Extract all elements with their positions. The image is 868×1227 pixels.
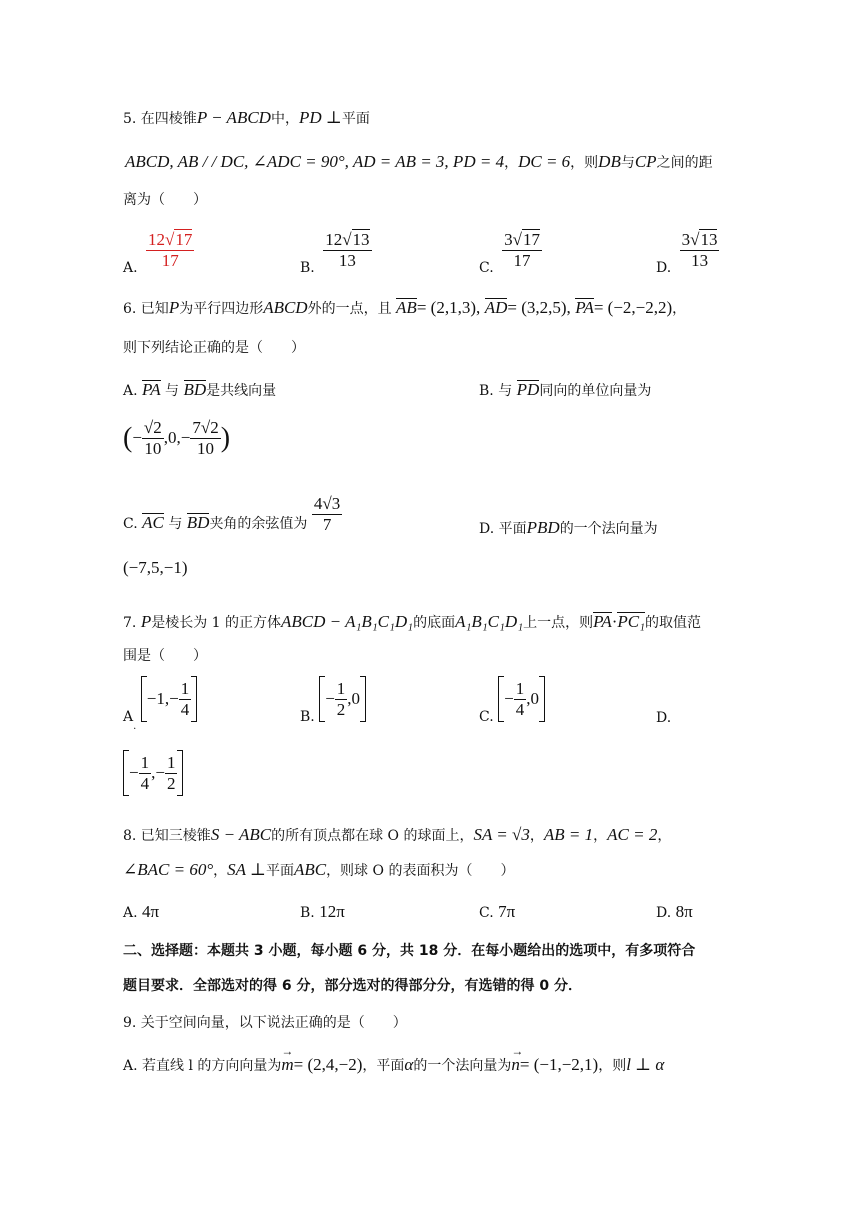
q6-vec-pa: PA xyxy=(575,298,594,317)
q5-cp: CP xyxy=(634,152,657,171)
num: 4√3 xyxy=(313,494,341,513)
q6-option-d[interactable] xyxy=(479,518,658,538)
q9-a-alpha: α xyxy=(404,1055,414,1074)
q6-option-b-vector: (− $\frac{√2}{10}$ ,0,− $\frac{7√2}{10}$ ) xyxy=(123,418,231,458)
q6-mid2: 外的一点，且 xyxy=(307,301,392,317)
q5-option-b[interactable] xyxy=(300,230,372,277)
q5-dc: DC = 6 xyxy=(518,152,571,171)
q7-vec-pc1: PC₁ xyxy=(617,612,646,631)
den: 2 xyxy=(166,773,176,793)
q5-db: DB xyxy=(598,152,621,171)
q6-option-b[interactable] xyxy=(479,380,651,400)
option-label: B. 与 xyxy=(479,383,513,399)
q6-abcd: ABCD xyxy=(263,298,308,317)
option-label: C. xyxy=(479,260,494,277)
left-paren: ( xyxy=(123,422,133,454)
q8-option-c[interactable] xyxy=(479,902,515,922)
q6-a-text: 是共线向量 xyxy=(206,383,277,399)
right-paren: ) xyxy=(220,422,231,454)
q5-plane: 平面 xyxy=(341,111,370,127)
q9-a-conclusion: l ⊥ α xyxy=(626,1055,665,1074)
q8-line2 xyxy=(123,860,514,880)
q7-a-frac xyxy=(179,679,192,719)
section2-line2: 题目要求．全部选对的得 6 分，部分选对的得部分分，有选错的得 0 分． xyxy=(123,978,582,994)
q8-abc: ABC xyxy=(293,860,327,879)
q6-option-d-vector: (−7,5,−1) xyxy=(123,558,188,577)
den: 17 xyxy=(161,250,179,270)
option-value: 12π xyxy=(319,902,345,921)
q6-mid: 为平行四边形 xyxy=(179,301,264,317)
q5-option-d[interactable] xyxy=(656,230,719,277)
den: 7 xyxy=(322,514,332,534)
option-label: C. xyxy=(479,709,494,725)
q7-option-d-label[interactable]: D. xyxy=(656,710,672,726)
q8-intro: 8. 已知三棱锥 xyxy=(123,828,211,844)
q8-c2: ， xyxy=(593,828,608,844)
option-label: B. xyxy=(300,709,315,725)
option-label: A xyxy=(123,709,134,725)
q6-intro: 6. 已知 xyxy=(123,301,169,317)
q9-a-nval: = (−1,−2,1) xyxy=(519,1055,599,1074)
den: 13 xyxy=(338,250,356,270)
q7-c-frac xyxy=(514,679,527,719)
q9-a-text1: A. 若直线 l 的方向向量为 xyxy=(123,1058,282,1074)
num: 1 xyxy=(166,752,176,772)
den: 13 xyxy=(691,250,709,270)
q5-perp: PD ⊥ xyxy=(298,108,342,127)
q7-option-a[interactable] xyxy=(123,676,197,733)
q6-end: ， xyxy=(672,301,687,317)
q5-option-b-fraction: $\frac{12√13}{13}$ xyxy=(325,230,370,270)
right-bracket xyxy=(191,676,197,722)
q8-c4: ， xyxy=(213,863,228,879)
q6-b-frac1 xyxy=(142,418,164,458)
q6-val-ad: = (3,2,5), xyxy=(507,298,571,317)
num: 7√2 xyxy=(192,418,219,437)
q8-sa: SA = √3 xyxy=(473,825,530,844)
q6-b-vec-pd: PD xyxy=(516,380,540,399)
q7-option-c[interactable] xyxy=(479,676,545,726)
q9-a-text4: ，则 xyxy=(598,1058,627,1074)
q8-option-a[interactable] xyxy=(123,902,159,922)
q8-text2: ，则球 O 的表面积为（ ） xyxy=(326,863,515,879)
q5-option-d-fraction: $\frac{3√13}{13}$ xyxy=(681,230,718,270)
den: 10 xyxy=(197,438,215,458)
q7-line2: 围是（ ） xyxy=(123,648,207,664)
num-coef: 12 xyxy=(325,230,343,249)
q6-c-vec-ac: AC xyxy=(142,513,164,532)
option-label: A. xyxy=(123,383,138,399)
q7-cube: ABCD − A₁B₁C₁D₁ xyxy=(281,612,414,631)
q6-c-vec-bd: BD xyxy=(186,513,210,532)
option-label: B. xyxy=(300,905,315,921)
q7-line1 xyxy=(123,612,701,632)
q5-yu: 与 xyxy=(620,155,635,171)
q7-c-left: − xyxy=(504,688,514,708)
q7-dot: · xyxy=(611,612,618,631)
q8-option-d[interactable] xyxy=(656,902,693,922)
q7-b-frac xyxy=(335,679,348,719)
q7-text4: 的取值范 xyxy=(645,615,702,631)
q7-intro: 7. xyxy=(123,615,137,631)
den: 2 xyxy=(336,699,346,719)
q9-a-vec-m: → m xyxy=(281,1044,294,1074)
q7-b-left: − xyxy=(325,688,335,708)
q7-c-right: ,0 xyxy=(526,688,539,708)
q6-p: P xyxy=(168,298,180,317)
q5-comma: ， xyxy=(504,155,519,171)
q9-option-a[interactable] xyxy=(123,1044,665,1075)
right-bracket xyxy=(539,676,545,722)
den: 4 xyxy=(180,699,190,719)
q7-b-right: ,0 xyxy=(347,688,361,708)
num: 1 xyxy=(515,678,525,698)
q8-ac: AC = 2 xyxy=(607,825,658,844)
den: 4 xyxy=(140,773,150,793)
q7-text2: 的底面 xyxy=(413,615,456,631)
q7-a-left: −1,− xyxy=(146,688,179,708)
q8-option-b[interactable] xyxy=(300,902,345,922)
right-bracket xyxy=(360,676,366,722)
q5-line3: 离为（ ） xyxy=(123,192,207,208)
den: 10 xyxy=(144,438,162,458)
q7-option-d[interactable] xyxy=(123,750,183,796)
den: 4 xyxy=(515,699,525,719)
q6-d-text: 的一个法向量为 xyxy=(559,521,658,537)
option-label: C. xyxy=(479,905,494,921)
q6-val-pa: = (−2,−2,2) xyxy=(593,298,673,317)
q9-a-mval: = (2,4,−2) xyxy=(293,1055,363,1074)
num: 1 xyxy=(180,678,190,698)
option-label: B. xyxy=(300,260,315,277)
q7-d-mid: ,− xyxy=(151,762,165,782)
option-label: C. xyxy=(123,516,138,532)
q8-c1: ， xyxy=(529,828,544,844)
num: 1 xyxy=(140,752,150,772)
q6-vec-ad: AD xyxy=(484,298,508,317)
q9-a-text2: ，平面 xyxy=(362,1058,405,1074)
q8-saperp: SA ⊥ xyxy=(227,860,266,879)
q8-ab: AB = 1 xyxy=(543,825,594,844)
q5-then: ，则 xyxy=(570,155,599,171)
q9-a-m: m xyxy=(281,1055,294,1074)
q8-text1: 的所有顶点都在球 O 的球面上， xyxy=(271,828,474,844)
q7-d-frac2 xyxy=(165,753,178,793)
q9-a-n: n xyxy=(511,1055,520,1074)
q6-vec-ab: AB xyxy=(396,298,417,317)
q9-a-text3: 的一个法向量为 xyxy=(413,1058,512,1074)
q5-option-a[interactable] xyxy=(123,230,194,277)
q6-d-plane: PBD xyxy=(526,518,560,537)
q7-p: P xyxy=(140,612,152,631)
q9-intro: 9. 关于空间向量，以下说法正确的是（ ） xyxy=(123,1015,407,1031)
num-coef: 12 xyxy=(148,230,166,249)
q9-a-vec-n: → n xyxy=(511,1044,524,1074)
num-rad: 17 xyxy=(175,230,193,249)
q8-sabc: S − ABC xyxy=(210,825,272,844)
q6-option-a[interactable] xyxy=(123,380,276,400)
den: 17 xyxy=(513,250,531,270)
q5-number: 5. 在四棱锥 xyxy=(123,111,197,127)
q7-d-frac1 xyxy=(139,753,152,793)
q6-a-yu: 与 xyxy=(165,383,180,399)
q5-mid: 中， xyxy=(270,111,299,127)
option-label: A. xyxy=(123,905,138,921)
q6-line1 xyxy=(123,298,686,318)
q8-c3: ， xyxy=(657,828,672,844)
num: √2 xyxy=(143,418,162,437)
q7-text1: 是棱长为 1 的正方体 xyxy=(151,615,282,631)
option-label: D. xyxy=(656,905,672,921)
option-label: A. xyxy=(123,260,138,277)
q6-b-frac2 xyxy=(190,418,220,458)
q6-a-vec-bd: BD xyxy=(183,380,207,399)
q7-face: A₁B₁C₁D₁ xyxy=(455,612,524,631)
num-coef: 3 xyxy=(504,230,513,249)
q7-d-left: − xyxy=(129,762,139,782)
option-label-dot: . xyxy=(133,721,137,732)
q5-line1 xyxy=(123,108,370,128)
right-bracket xyxy=(177,750,183,796)
num: 1 xyxy=(336,678,346,698)
q6-c-fraction xyxy=(312,494,342,534)
q7-text3: 上一点，则 xyxy=(523,615,594,631)
num-coef: 3 xyxy=(681,230,691,249)
option-value: 7π xyxy=(498,902,516,921)
q6-c-text: 夹角的余弦值为 xyxy=(209,516,308,532)
q5-option-a-fraction: $\frac{12√17}{17}$ xyxy=(148,230,193,270)
q7-option-b[interactable] xyxy=(300,676,366,726)
q5-pyramid: P − ABCD xyxy=(196,108,271,127)
option-value: 8π xyxy=(675,902,693,921)
q8-bac: ∠BAC = 60° xyxy=(123,860,214,879)
option-label: D. 平面 xyxy=(479,521,527,537)
q8-plane: 平面 xyxy=(265,863,294,879)
q8-line1 xyxy=(123,825,671,845)
q5-option-c-fraction: $\frac{3√17}{17}$ xyxy=(504,230,540,270)
q6-val-ab: = (2,1,3), xyxy=(416,298,481,317)
option-value: 4π xyxy=(142,902,160,921)
q6-b-text: 同向的单位向量为 xyxy=(539,383,652,399)
q5-option-c[interactable] xyxy=(479,230,542,277)
num-rad: 13 xyxy=(700,230,718,249)
num-rad: 17 xyxy=(522,230,540,249)
num-rad: 13 xyxy=(352,230,370,249)
q6-a-vec-pa: PA xyxy=(142,380,161,399)
q7-vec-pa: PA xyxy=(593,612,612,631)
section2-line1: 二、选择题：本题共 3 小题，每小题 6 分，共 18 分．在每小题给出的选项中，有多项符合 xyxy=(123,943,696,959)
q6-b-mid: ,0,− xyxy=(163,427,191,447)
q6-c-yu: 与 xyxy=(168,516,183,532)
q6-line2: 则下列结论正确的是（ ） xyxy=(123,340,305,356)
q5-conditions: ABCD, AB / / DC, ∠ADC = 90°, AD = AB = 3, PD = 4 xyxy=(125,152,505,171)
q5-tail: 之间的距 xyxy=(656,155,713,171)
q6-option-c[interactable] xyxy=(123,494,342,534)
option-label: D. xyxy=(656,260,672,277)
q5-line2 xyxy=(125,152,713,172)
